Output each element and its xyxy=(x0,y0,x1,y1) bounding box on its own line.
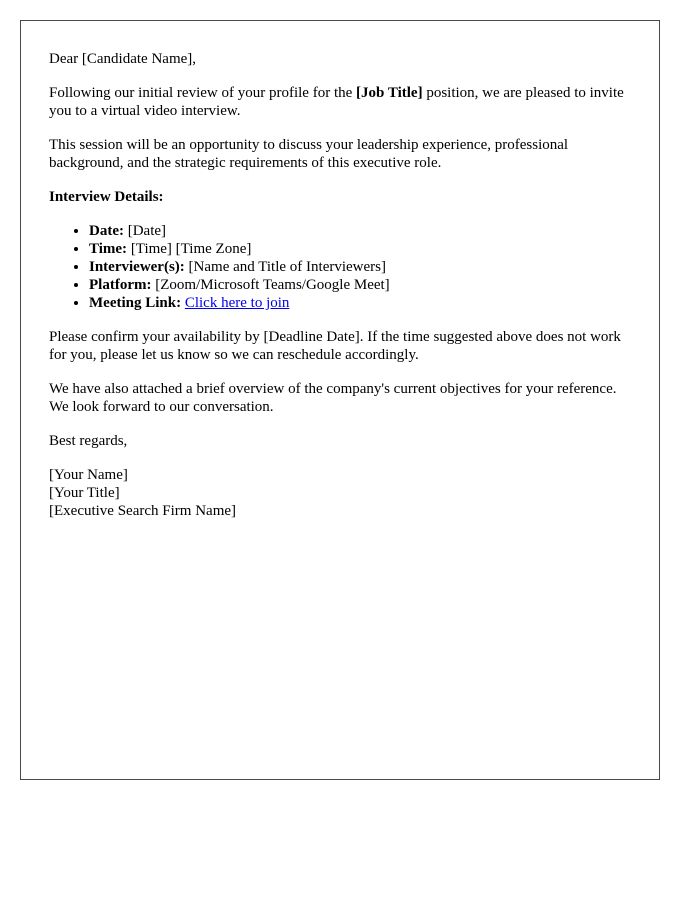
meeting-join-link[interactable]: Click here to join xyxy=(184,295,290,311)
job-title: [Job Title] xyxy=(356,85,423,101)
signature-name: [Your Name] xyxy=(49,467,128,483)
intro-text-before: Following our initial review of your profile for the xyxy=(49,85,357,101)
interview-details-heading: Interview Details: xyxy=(49,189,164,205)
intro-paragraph xyxy=(49,84,631,120)
detail-meeting-link xyxy=(89,294,631,312)
attached-paragraph: We have also attached a brief overview of the company's current objectives for your reference. We look forward to our conversation. xyxy=(49,381,617,415)
detail-label: Interviewer(s): xyxy=(89,259,185,275)
detail-label: Date: xyxy=(89,223,124,239)
detail-label: Platform: xyxy=(89,277,152,293)
intro-text-after: position, we are pleased to invite you to a virtual video interview. xyxy=(49,85,624,119)
signature-firm: [Executive Search Firm Name] xyxy=(49,503,237,519)
detail-value: [Date] xyxy=(123,223,167,239)
confirm-paragraph: Please confirm your availability by [Deadline Date]. If the time suggested above does not work for you, please let us know so we can reschedule accordingly. xyxy=(49,329,621,363)
closing: Best regards, xyxy=(49,433,128,449)
detail-time xyxy=(89,240,631,258)
detail-label: Meeting Link: xyxy=(89,295,182,311)
signature-title: [Your Title] xyxy=(49,485,120,501)
salutation: Dear [Candidate Name], xyxy=(49,51,197,67)
letter-container xyxy=(20,20,660,780)
detail-label: Time: xyxy=(89,241,128,257)
detail-value: [Zoom/Microsoft Teams/Google Meet] xyxy=(151,277,390,293)
detail-value: [Time] [Time Zone] xyxy=(127,241,252,257)
detail-interviewers xyxy=(89,258,631,276)
signature-block xyxy=(49,466,631,520)
interview-details-list xyxy=(49,222,631,312)
detail-platform xyxy=(89,276,631,294)
session-paragraph: This session will be an opportunity to discuss your leadership experience, professional background, and the strategic requirements of this executive role. xyxy=(49,137,569,171)
detail-date xyxy=(89,222,631,240)
detail-value: [Name and Title of Interviewers] xyxy=(184,259,386,275)
